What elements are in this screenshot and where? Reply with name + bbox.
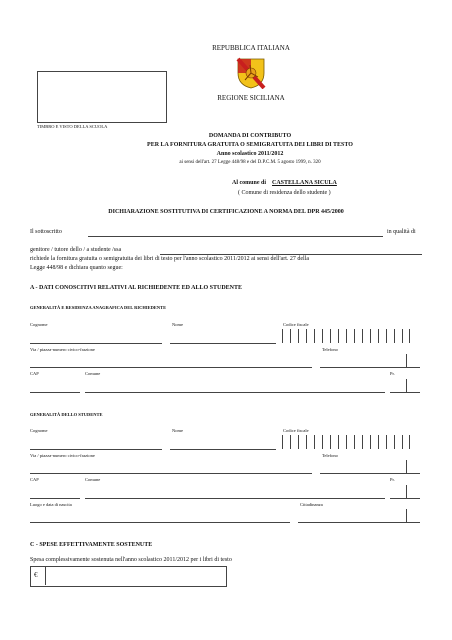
student-heading: GENERALITÀ DELLO STUDENTE — [30, 412, 103, 417]
student-citizenship-label: Cittadinanza — [300, 502, 323, 507]
section-c-heading: C - SPESE EFFETTIVAMENTE SOSTENUTE — [30, 542, 153, 548]
applicant-taxcode-label: Codice fiscale — [283, 322, 309, 327]
quality-label: in qualità di — [387, 229, 416, 235]
parent-label: genitore / tutore dello / a studente /ssa — [30, 247, 122, 253]
applicant-heading: GENERALITÀ E RESIDENZA ANAGRAFICA DEL RICHIEDENTE — [30, 305, 167, 310]
student-municipality-field[interactable] — [85, 498, 385, 499]
student-province-field[interactable] — [390, 498, 420, 499]
student-surname-field[interactable] — [30, 449, 162, 450]
applicant-cap-label: CAP — [30, 371, 39, 376]
applicant-name-label: Nome — [172, 322, 183, 327]
signer-label: Il sottoscritto — [30, 229, 62, 235]
signer-field[interactable] — [88, 236, 383, 237]
form-title: DOMANDA DI CONTRIBUTO — [208, 133, 292, 139]
applicant-phone-label: Telefono — [322, 347, 338, 352]
applicant-surname-label: Cognome — [30, 322, 48, 327]
recipient-note: ( Comune di residenza dello studente ) — [238, 190, 331, 196]
recipient-line — [232, 180, 337, 186]
applicant-province-field[interactable] — [390, 392, 420, 393]
student-street-field[interactable] — [30, 473, 312, 474]
student-phone-field[interactable] — [320, 473, 420, 474]
student-cap-label: CAP — [30, 477, 39, 482]
student-municipality-label: Comune — [85, 477, 101, 482]
section-c-text: Spesa complessivamente sostenuta nell'anno scolastico 2011/2012 per i libri di testo — [30, 557, 232, 563]
sicily-crest-icon — [236, 57, 266, 89]
applicant-street-label: Via / piazza-numero civico-frazione — [30, 347, 95, 352]
recipient-town: CASTELLANA SICULA — [272, 180, 337, 186]
student-citizenship-field[interactable] — [298, 522, 420, 523]
stamp-label: TIMBRO E VISTO DELLA SCUOLA — [37, 124, 108, 129]
applicant-municipality-label: Comune — [85, 371, 101, 376]
school-year: Anno scolastico 2011/2012 — [216, 151, 284, 157]
applicant-municipality-field[interactable] — [85, 392, 385, 393]
applicant-name-field[interactable] — [170, 343, 276, 344]
expense-amount-box[interactable] — [30, 566, 227, 587]
school-stamp-box — [37, 71, 167, 123]
recipient-prefix: Al comune di — [232, 180, 267, 186]
student-birth-field[interactable] — [30, 522, 290, 523]
student-name-field[interactable] — [170, 449, 276, 450]
form-subtitle: PER LA FORNITURA GRATUITA O SEMIGRATUITA DEI LIBRI DI TESTO — [147, 142, 353, 148]
student-taxcode-label: Codice fiscale — [283, 428, 309, 433]
region-heading: REGIONE SICILIANA — [217, 94, 285, 102]
republic-heading: REPUBBLICA ITALIANA — [212, 44, 290, 52]
euro-symbol: € — [34, 571, 38, 579]
applicant-taxcode-boxes[interactable] — [282, 329, 410, 343]
declaration-body-2: Legge 448/98 e dichiara quanto segue: — [30, 265, 123, 271]
legal-reference: ai sensi dell'art. 27 Legge 448/98 e del D.P.C.M. 5 agosto 1999, n. 320 — [179, 160, 321, 165]
applicant-province-label: Pr. — [390, 371, 395, 376]
student-taxcode-boxes[interactable] — [282, 435, 410, 449]
student-name-label: Nome — [172, 428, 183, 433]
student-phone-label: Telefono — [322, 453, 338, 458]
student-surname-label: Cognome — [30, 428, 48, 433]
applicant-phone-field[interactable] — [320, 367, 420, 368]
student-cap-field[interactable] — [30, 498, 80, 499]
student-province-label: Pr. — [390, 477, 395, 482]
applicant-cap-field[interactable] — [30, 392, 80, 393]
declaration-body-1: richiede la fornitura gratuita o semigratuita dei libri di testo per l'anno scolastico 2011/2012 ai sensi dell'art. 27 della — [30, 256, 310, 262]
applicant-surname-field[interactable] — [30, 343, 162, 344]
section-a-heading: A - DATI CONOSCITIVI RELATIVI AL RICHIEDENTE ED ALLO STUDENTE — [30, 285, 242, 291]
declaration-heading: DICHIARAZIONE SOSTITUTIVA DI CERTIFICAZIONE A NORMA DEL DPR 445/2000 — [108, 209, 344, 215]
applicant-street-field[interactable] — [30, 367, 312, 368]
student-birth-label: Luogo e data di nascita — [30, 502, 72, 507]
student-name-field[interactable] — [160, 254, 422, 255]
student-street-label: Via / piazza-numero civico-frazione — [30, 453, 95, 458]
